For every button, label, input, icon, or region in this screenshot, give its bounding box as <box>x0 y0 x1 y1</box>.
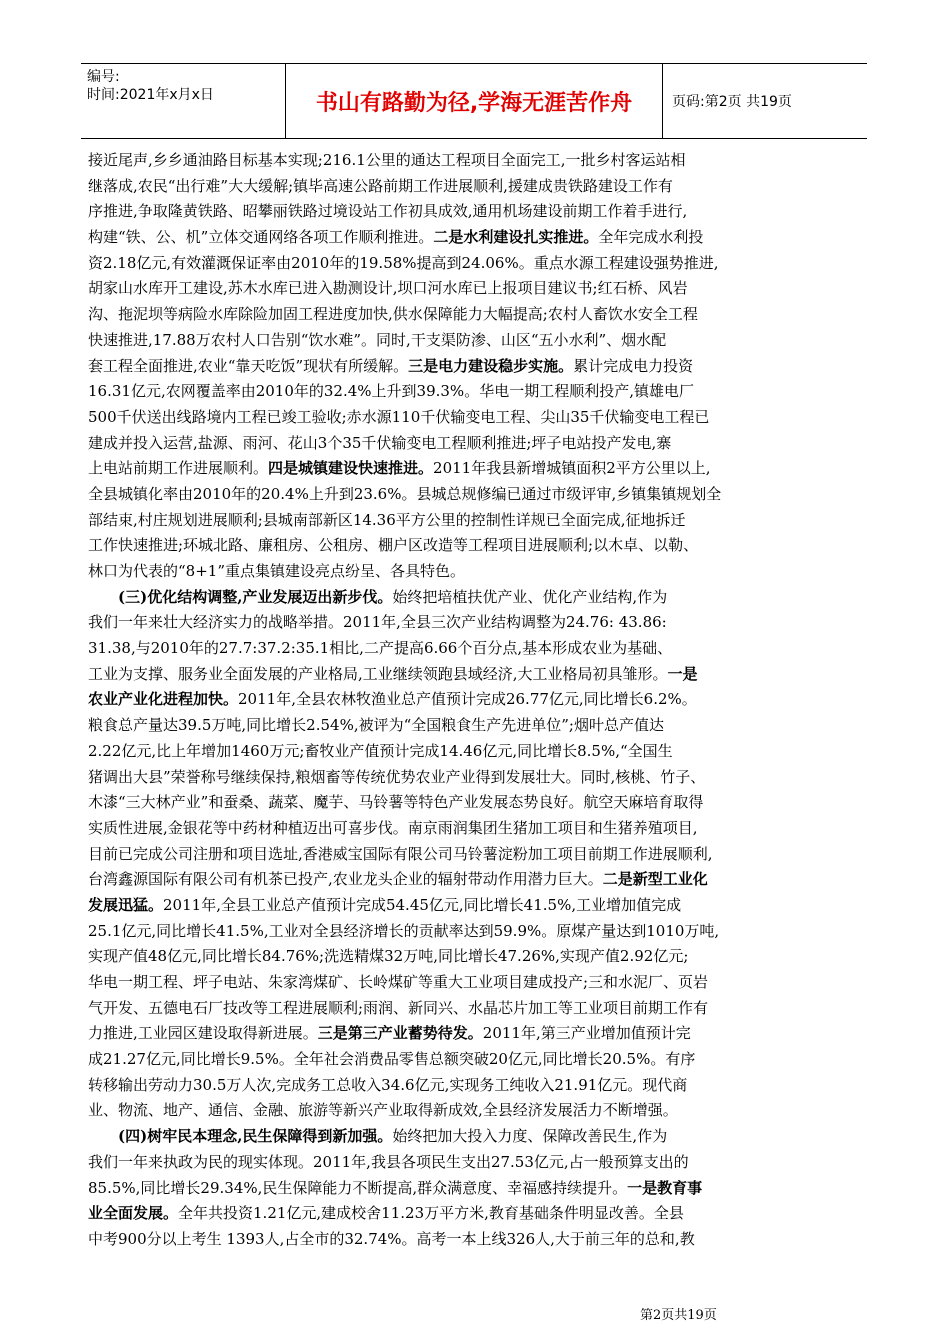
text-segment: 2011年,第三产业增加值预计完 <box>482 1024 691 1043</box>
page-header <box>81 63 867 139</box>
text-segment: 台湾鑫源国际有限公司有机茶已投产,农业龙头企业的辐射带动作用潜力巨大。 <box>88 870 603 889</box>
text-line <box>88 585 876 611</box>
text-line <box>88 508 876 534</box>
text-segment: 业、物流、地产、通信、金融、旅游等新兴产业取得新成效,全县经济发展活力不断增强。 <box>88 1101 678 1120</box>
text-line <box>88 148 876 174</box>
text-line <box>88 328 876 354</box>
text-segment: 林口为代表的“8+1”重点集镇建设亮点纷呈、各具特色。 <box>88 562 465 580</box>
text-segment: 序推进,争取隆黄铁路、昭攀丽铁路过境设站工作初具成效,通用机场建设前期工作着手进行, <box>88 202 688 221</box>
text-segment: 资2.18亿元,有效灌溉保证率由2010年的19.58%提高到24.06%。重点水源工程建设强势推进, <box>88 253 719 272</box>
text-segment: 实现产值48亿元,同比增长84.76%;洗选精煤32万吨,同比增长47.26%,实现产值2.92亿元; <box>88 947 689 966</box>
text-line <box>88 1201 876 1227</box>
text-line <box>88 354 876 380</box>
text-line <box>88 996 876 1022</box>
text-segment: 85.5%,同比增长29.34%,民生保障能力不断提高,群众满意度、幸福感持续提升。 <box>88 1178 628 1197</box>
text-segment: 建成并投入运营,盐源、雨河、花山3个35千伏输变电工程顺利推进;坪子电站投产发电,寨 <box>88 433 672 452</box>
text-line <box>88 379 876 405</box>
text-segment: 全年共投资1.21亿元,建成校舍11.23万平方米,教育基础条件明显改善。全县 <box>178 1204 684 1223</box>
text-line <box>88 662 876 688</box>
text-segment: 工业为支撑、服务业全面发展的产业格局,工业继续领跑县域经济,大工业格局初具雏形。 <box>88 664 668 683</box>
document-number-label: 编号: <box>87 69 120 85</box>
text-segment: 工作快速推进;环城北路、廉租房、公租房、棚户区改造等工程项目进展顺利;以木卓、以勒、 <box>88 536 699 555</box>
text-segment: 猪调出大县”荣誉称号继续保持,粮烟畜等传统优势农业产业得到发展壮大。同时,核桃、竹子、 <box>88 767 706 786</box>
text-segment: 中考900分以上考生 1393人,占全市的32.74%。高考一本上线326人,大于前三年的总和,教 <box>88 1229 695 1248</box>
text-segment: 气开发、五德电石厂技改等工程进展顺利;雨润、新同兴、水晶芯片加工等工业项目前期工作有 <box>88 998 709 1017</box>
bold-heading-segment: 四是城镇建设快速推进。 <box>268 459 434 478</box>
text-line <box>88 225 876 251</box>
text-segment: 转移输出劳动力30.5万人次,完成务工总收入34.6亿元,实现务工纯收入21.91亿元。现代商 <box>88 1075 688 1094</box>
text-line <box>88 816 876 842</box>
text-segment: 华电一期工程、坪子电站、朱家湾煤矿、长岭煤矿等重大工业项目建成投产;三和水泥厂、页岩 <box>88 973 709 991</box>
text-segment: 实质性进展,金银花等中药材种植迈出可喜步伐。南京雨润集团生猪加工项目和生猪养殖项目, <box>88 818 698 837</box>
text-segment: 木漆“三大林产业”和蚕桑、蔬菜、魔芋、马铃薯等特色产业发展态势良好。航空天麻培育取得 <box>88 793 704 812</box>
text-line <box>88 302 876 328</box>
text-line <box>88 174 876 200</box>
text-line <box>88 1124 876 1150</box>
text-segment: 构建“铁、公、机”立体交通网络各项工作顺利推进。 <box>88 228 434 247</box>
text-segment: 接近尾声,乡乡通油路目标基本实现;216.1公里的通达工程项目全面完工,一批乡村客运站相 <box>88 151 686 169</box>
text-line <box>88 482 876 508</box>
text-line <box>88 636 876 662</box>
text-line <box>88 1176 876 1202</box>
header-motto: 书山有路勤为径,学海无涯苦作舟 <box>285 64 663 138</box>
text-segment: 2011年,全县工业总产值预计完成54.45亿元,同比增长41.5%,工业增加值完成 <box>163 895 682 914</box>
text-segment: 31.38,与2010年的27.7:37.2:35.1相比,二产提高6.66个百分点,基本形成农业为基础、 <box>88 639 673 658</box>
bold-heading-segment: 二是水利建设扎实推进。 <box>433 228 599 247</box>
text-segment: 继落成,农民“出行难”大大缓解;镇毕高速公路前期工作进展顺利,援建成贵铁路建设工作有 <box>88 176 673 195</box>
header-meta <box>81 64 285 138</box>
text-line <box>88 610 876 636</box>
bold-heading-segment: 三是电力建设稳步实施。 <box>408 356 574 375</box>
text-segment: 始终把加大投入力度、保障改善民生,作为 <box>392 1127 668 1146</box>
text-line <box>88 893 876 919</box>
text-segment: 快速推进,17.88万农村人口告别“饮水难”。同时,干支渠防渗、山区“五小水利”、烟水配 <box>88 330 667 349</box>
text-segment: 部结束,村庄规划进展顺利;县城南部新区14.36平方公里的控制性详规已全面完成,征地拆迁 <box>88 510 686 529</box>
text-line <box>88 456 876 482</box>
text-segment: 胡家山水库开工建设,苏木水库已进入勘测设计,坝口河水库已上报项目建议书;红石桥、风岩 <box>88 279 688 298</box>
header-page-number: 页码:第2页 共19页 <box>672 94 792 110</box>
text-line <box>88 790 876 816</box>
text-line <box>88 687 876 713</box>
text-line <box>88 713 876 739</box>
text-segment: 我们一年来执政为民的现实体现。2011年,我县各项民生支出27.53亿元,占一般预算支出的 <box>88 1152 689 1171</box>
text-segment: 25.1亿元,同比增长41.5%,工业对全县经济增长的贡献率达到59.9%。原煤产量达到1010万吨, <box>88 921 720 940</box>
text-line <box>88 1150 876 1176</box>
text-segment: 全县城镇化率由2010年的20.4%上升到23.6%。县城总规修编已通过市级评审,乡镇集镇规划全 <box>88 484 722 503</box>
text-line <box>88 1047 876 1073</box>
bold-heading-segment: 一是 <box>667 664 698 683</box>
text-line <box>88 251 876 277</box>
text-line <box>88 533 876 559</box>
text-line <box>88 765 876 791</box>
text-segment: 力推进,工业园区建设取得新进展。 <box>88 1024 318 1043</box>
bold-heading-segment: 三是第三产业蓄势待发。 <box>317 1024 483 1043</box>
bold-heading-segment: (四)树牢民本理念,民生保障得到新加强。 <box>118 1127 393 1146</box>
text-segment: 沟、拖泥坝等病险水库除险加固工程进度加快,供水保障能力大幅提高;农村人畜饮水安全工程 <box>88 305 698 324</box>
text-segment: 500千伏送出线路境内工程已竣工验收;赤水源110千伏输变电工程、尖山35千伏输变电工程已 <box>88 407 710 426</box>
text-line <box>88 405 876 431</box>
text-line <box>88 1098 876 1124</box>
text-segment: 粮食总产量达39.5万吨,同比增长2.54%,被评为“全国粮食生产先进单位”;烟叶总产值达 <box>88 716 664 735</box>
text-segment: 成21.27亿元,同比增长9.5%。全年社会消费品零售总额突破20亿元,同比增长20.5%。有序 <box>88 1050 696 1069</box>
text-line <box>88 842 876 868</box>
bold-heading-segment: (三)优化结构调整,产业发展迈出新步伐。 <box>118 587 393 606</box>
text-line <box>88 1073 876 1099</box>
text-line <box>88 276 876 302</box>
text-line <box>88 970 876 996</box>
document-body <box>88 148 876 1253</box>
text-line <box>88 1021 876 1047</box>
bold-heading-segment: 发展迅猛。 <box>88 895 164 914</box>
text-line <box>88 919 876 945</box>
text-segment: 始终把培植扶优产业、优化产业结构,作为 <box>392 587 668 606</box>
text-line <box>88 199 876 225</box>
text-segment: 2011年,全县农林牧渔业总产值预计完成26.77亿元,同比增长6.2%。 <box>238 690 697 709</box>
text-segment: 上电站前期工作进展顺利。 <box>88 459 269 478</box>
text-line <box>88 867 876 893</box>
text-line <box>88 1227 876 1253</box>
text-line <box>88 559 876 585</box>
text-segment: 目前已完成公司注册和项目选址,香港威宝国际有限公司马铃薯淀粉加工项目前期工作进展顺利, <box>88 844 713 863</box>
document-time-label: 时间:2021年x月x日 <box>87 87 214 103</box>
text-segment: 我们一年来壮大经济实力的战略举措。2011年,全县三次产业结构调整为24.76: 43.86: <box>88 613 667 632</box>
text-segment: 全年完成水利投 <box>598 228 704 247</box>
text-segment: 套工程全面推进,农业“靠天吃饭”现状有所缓解。 <box>88 356 409 375</box>
text-segment: 2.22亿元,比上年增加1460万元;畜牧业产值预计完成14.46亿元,同比增长8.5%,“全国生 <box>88 741 673 760</box>
text-line <box>88 944 876 970</box>
bold-heading-segment: 业全面发展。 <box>88 1204 179 1223</box>
bold-heading-segment: 农业产业化进程加快。 <box>88 690 239 709</box>
text-segment: 16.31亿元,农网覆盖率由2010年的32.4%上升到39.3%。华电一期工程顺利投产,镇雄电厂 <box>88 382 694 401</box>
text-segment: 累计完成电力投资 <box>573 356 694 375</box>
text-line <box>88 431 876 457</box>
bold-heading-segment: 一是教育事 <box>627 1178 703 1197</box>
page-footer: 第2页共19页 <box>640 1308 717 1323</box>
bold-heading-segment: 二是新型工业化 <box>602 870 708 889</box>
text-line <box>88 739 876 765</box>
text-segment: 2011年我县新增城镇面积2平方公里以上, <box>433 459 711 478</box>
